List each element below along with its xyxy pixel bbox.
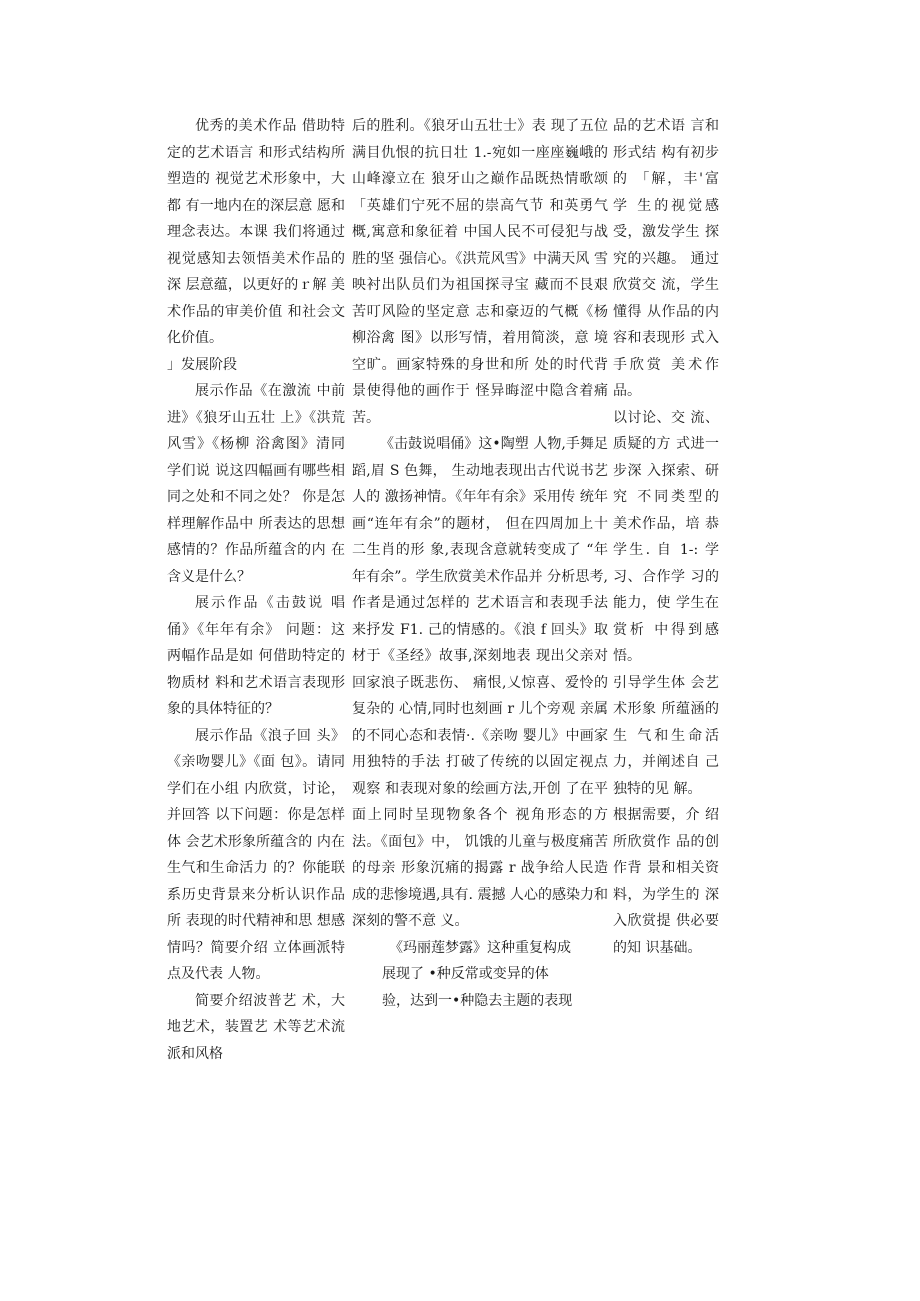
goal-paragraph-3: 引导学生体 会艺术形象 所蕴涵的生 气和生命活 力，并阐述自 己独特的见 解。 <box>613 674 719 797</box>
goal-paragraph-2: 以讨论、交 流、质疑的方 式进一步深 入探索、研究 不同类型的 美术作品，培 恭学生. 自 1-: 学习、合作学 习的能力，使 学生在赏析 中得到感悟。 <box>613 409 719 664</box>
analysis-line-3: 验，达到一•种隐去主题的表现 <box>382 992 573 1009</box>
right-column <box>613 113 719 961</box>
activity-paragraph-4: 简要介绍波普艺 术，大地艺术，装置艺 术等艺术流派和风格 <box>167 992 345 1062</box>
intro-paragraph: 优秀的美术作品 借助特定的艺术语言 和形式结构所塑造的 视觉艺术形象中，大都 有一地内在的深层意 愿和理念表达。本课 我们将通过视觉感知去领悟美术作品的深 层意蕴，以更好的ｒ解 美术作品的审美价值 和社会文化价值。 <box>167 118 345 346</box>
goal-paragraph-1: 品的艺术语 言和形式结 构有初步的 「解，丰'富学 生的视觉感 受，激发学生 探究的兴趣。 通过欣赏交 流，学生懂得 从作品的内 容和表现形 式入手欣赏 美术作品。 <box>613 118 719 399</box>
analysis-paragraph-1: 后的胜利。《狼牙山五壮士》表 现了五位满目仇恨的抗日壮 1.-宛如一座座巍峨的山峰濠立在 狼牙山之巅作品既热情歌颂 「英雄们宁死不屈的崇高气节 和英勇气概,寓意和象征着 中国人民不可侵犯与战胜的坚 强信心。《洪荒风雪》中满天风 雪映衬出队员们为祖国探寻宝 藏而不艮艰苦叮风险的坚定意 志和豪迈的气概《杨柳浴禽 图》以形写情，着用简淡，意 境空旷。画家特殊的身世和所 处的时代背景使得他的画作于 怪异晦涩中隐含着痛苦。 <box>352 118 608 426</box>
analysis-line-1: 《玛丽莲梦露》这种重复构成 <box>389 939 571 956</box>
section-heading-development: 」发展阶段 <box>167 356 237 373</box>
goal-paragraph-4: 根据需要，介 绍所欣赏作 品的创作背 景和相关资 料，为学生的 深入欣赏提 供必要的知 识基础。 <box>613 807 719 956</box>
analysis-paragraph-2: 《击鼓说唱俑》这•陶塑 人物,手舞足蹈,眉 S 色舞， 生动地表现出古代说书艺人的 激扬神情。《年年有余》采用传 统年画“连年有余”的题材， 但在四周加上十二生肖的形 象,表现含意就转变成了 “年 年有余”。学生欣赏美术作品并 分析思考,作者是通过怎样的 艺术语言和表现手法来抒发 F1. 己的情感的。《浪 f 回头》取 材于《圣经》故事,深刻地表 现出父亲对回家浪子既悲伤、 痛恨,乂惊喜、爱怜的复杂的 心情,同时也刻画 r 儿个旁观 亲属的不同心态和表情·.《亲吻 婴儿》中画家用独特的手法 打破了传统的以固定视点观察 和表现对象的绘画方法,开创 了在平面上同时呈现物象各个 视角形态的方法。《面包》中， 饥饿的儿童与极度痛苦的母亲 形象沉痛的揭露 r 战争给人民造成的悲惨境遇,具有. 震撼 人心的感染力和深刻的警不意 义。 <box>352 436 608 929</box>
middle-column <box>352 113 608 1014</box>
activity-paragraph-2: 展示作品《击鼓说 唱俑》《年年有余》 问题：这两幅作品是如 何借助特定的物质材 料和艺术语言表现形 象的具体特征的？ <box>167 595 345 717</box>
activity-paragraph-1: 展示作品《在激流 中前进》《狼牙山五壮 上》《洪荒风雪》《杨柳 浴禽图》清同学们说 说这四幅画有哪些相 同之处和不同之处？ 你是怎样理解作品中 所表达的思想感情的？作品所蕴含的内 在含义是什么？ <box>167 383 345 585</box>
left-column <box>167 113 345 1067</box>
analysis-line-2: 展现了 •种反常或变异的体 <box>382 966 549 982</box>
activity-paragraph-3: 展示作品《浪子回 头》《亲吻婴儿》《面 包》。请同学们在小组 内欣赏，讨论，并回答 以下问题：你是怎样体 会艺术形象所蕴含的 内在生气和生命活力 的？你能联系历史背景来分析认识作品所 表现的时代精神和思 想感情吗？简要介绍 立体画派特点及代表 人物。 <box>167 727 345 982</box>
